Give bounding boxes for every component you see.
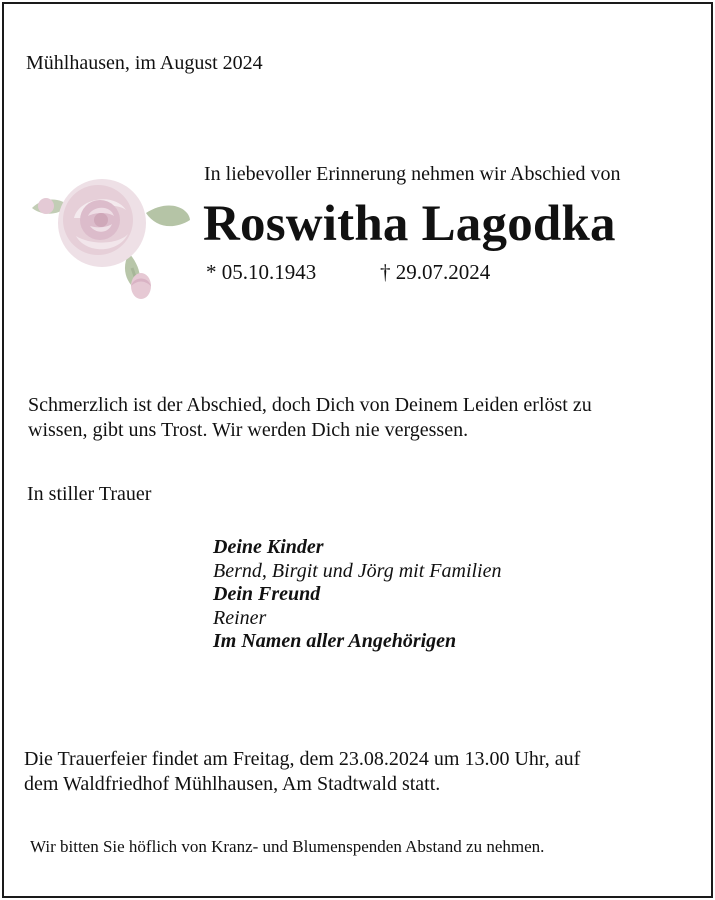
farewell-line: Schmerzlich ist der Abschied, doch Dich von Deinem Leiden erlöst zu	[28, 394, 592, 416]
deceased-name: Roswitha Lagodka	[203, 196, 616, 252]
signature-line: Dein Freund	[213, 583, 321, 605]
signature-line: Im Namen aller Angehörigen	[213, 630, 457, 652]
intro-text: In liebevoller Erinnerung nehmen wir Abschied von	[204, 163, 621, 185]
mourning-label: In stiller Trauer	[27, 483, 152, 505]
service-info	[24, 747, 684, 797]
farewell-message	[28, 393, 698, 443]
birth-date: * 05.10.1943	[206, 260, 317, 284]
place-date: Mühlhausen, im August 2024	[26, 52, 263, 74]
service-line: Die Trauerfeier findet am Freitag, dem 23.08.2024 um 13.00 Uhr, auf	[24, 748, 581, 770]
signature-line: Bernd, Birgit und Jörg mit Familien	[213, 559, 502, 582]
rose-icon	[24, 158, 194, 308]
death-date: † 29.07.2024	[380, 260, 491, 284]
donation-notice: Wir bitten Sie höflich von Kranz- und Blumenspenden Abstand zu nehmen.	[30, 837, 545, 856]
farewell-line: wissen, gibt uns Trost. Wir werden Dich nie vergessen.	[28, 419, 469, 441]
signature-line: Deine Kinder	[213, 536, 324, 558]
service-line: dem Waldfriedhof Mühlhausen, Am Stadtwald statt.	[24, 773, 441, 795]
signature-block	[213, 536, 502, 654]
signature-line: Reiner	[213, 606, 267, 629]
